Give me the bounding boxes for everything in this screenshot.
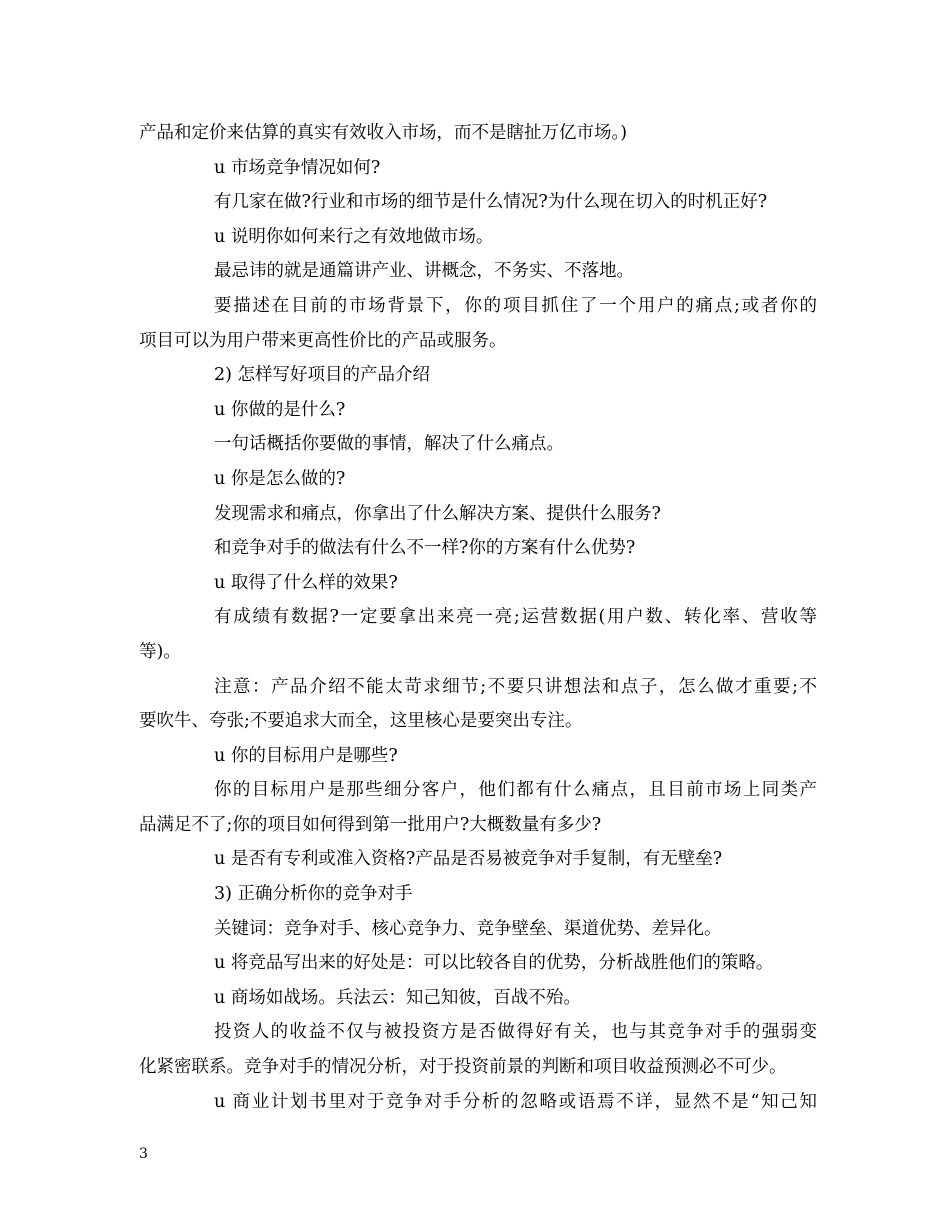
- text-line: 等)。: [139, 641, 181, 662]
- text-line: 要描述在目前的市场背景下，你的项目抓住了一个用户的痛点;或者你的: [214, 295, 817, 316]
- text-line: 2) 怎样写好项目的产品介绍: [214, 365, 431, 386]
- text-line: 3) 正确分析你的竞争对手: [214, 884, 413, 905]
- text-line: u 商场如战场。兵法云：知己知彼，百战不殆。: [214, 987, 581, 1008]
- text-line: 关键词：竞争对手、核心竞争力、竞争壁垒、渠道优势、差异化。: [214, 918, 722, 939]
- text-line: 发现需求和痛点，你拿出了什么解决方案、提供什么服务?: [214, 503, 661, 524]
- text-line: 你的目标用户是那些细分客户，他们都有什么痛点，且目前市场上同类产: [214, 780, 817, 801]
- text-line: 投资人的收益不仅与被投资方是否做得好有关，也与其竞争对手的强弱变: [214, 1022, 817, 1043]
- text-line: 有成绩有数据?一定要拿出来亮一亮;运营数据(用户数、转化率、营收等: [214, 607, 817, 628]
- text-line: u 说明你如何来行之有效地做市场。: [214, 226, 494, 247]
- text-line: 化紧密联系。竞争对手的情况分析，对于投资前景的判断和项目收益预测必不可少。: [139, 1057, 787, 1078]
- text-line: 一句话概括你要做的事情，解决了什么痛点。: [214, 434, 564, 455]
- text-line: u 将竞品写出来的好处是：可以比较各自的优势，分析战胜他们的策略。: [214, 953, 774, 974]
- text-line: 品满足不了;你的项目如何得到第一批用户?大概数量有多少?: [139, 814, 602, 835]
- text-line: 注意：产品介绍不能太苛求细节;不要只讲想法和点子，怎么做才重要;不: [214, 676, 817, 697]
- text-line: u 是否有专利或准入资格?产品是否易被竞争对手复制，有无壁垒?: [214, 849, 723, 870]
- document-body: [139, 116, 817, 1119]
- page-number: 3: [139, 1146, 148, 1162]
- text-line: u 商业计划书里对于竞争对手分析的忽略或语焉不详，显然不是“知己知: [214, 1091, 817, 1112]
- text-line: u 市场竞争情况如何?: [214, 157, 381, 178]
- text-line: 最忌讳的就是通篇讲产业、讲概念，不务实、不落地。: [214, 261, 634, 282]
- text-line: u 你的目标用户是哪些?: [214, 745, 398, 766]
- text-line: 项目可以为用户带来更高性价比的产品或服务。: [139, 330, 507, 351]
- text-line: 有几家在做?行业和市场的细节是什么情况?为什么现在切入的时机正好?: [214, 192, 768, 213]
- text-line: 产品和定价来估算的真实有效收入市场，而不是瞎扯万亿市场。): [139, 123, 628, 143]
- text-line: u 你做的是什么?: [214, 399, 346, 420]
- text-line: u 取得了什么样的效果?: [214, 572, 398, 593]
- text-line: 要吹牛、夸张;不要追求大而全，这里核心是要突出专注。: [139, 711, 583, 732]
- text-line: u 你是怎么做的?: [214, 468, 346, 489]
- text-line: 和竞争对手的做法有什么不一样?你的方案有什么优势?: [214, 538, 636, 559]
